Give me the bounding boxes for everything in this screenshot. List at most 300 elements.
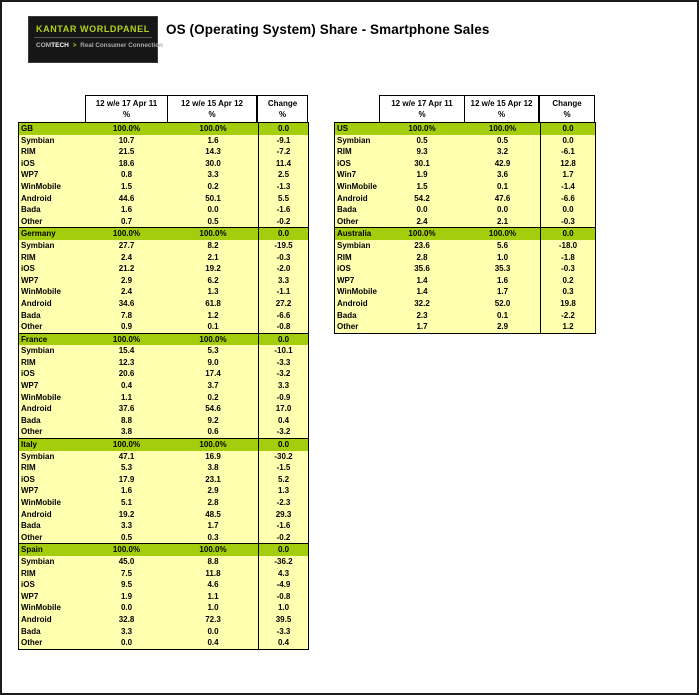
os-row-symbian <box>18 240 309 252</box>
col-header-change-unit: % <box>563 110 571 119</box>
os-row-android <box>18 298 309 310</box>
country-total-row <box>18 123 309 135</box>
col-header-period-1-label: 12 w/e 17 Apr 11 <box>95 99 158 108</box>
os-row-wp7 <box>18 591 309 603</box>
value-cell-period-1: 2.4 <box>379 216 465 228</box>
total-cell-period-2: 100.0% <box>168 123 258 135</box>
country-total-row <box>18 334 309 346</box>
os-row-wp7 <box>18 169 309 181</box>
value-cell-period-1: 0.4 <box>85 380 168 392</box>
os-name-cell: Android <box>18 298 85 310</box>
os-row-bada <box>18 204 309 216</box>
change-cell: -1.8 <box>540 252 596 264</box>
os-name-cell: WP7 <box>18 591 85 603</box>
value-cell-period-1: 1.5 <box>379 181 465 193</box>
total-cell-period-2: 100.0% <box>168 544 258 556</box>
value-cell-period-2: 42.9 <box>465 158 540 170</box>
os-row-ios <box>18 263 309 275</box>
value-cell-period-2: 1.2 <box>168 310 258 322</box>
col-header-period-1 <box>379 95 465 122</box>
value-cell-period-1: 1.6 <box>85 204 168 216</box>
value-cell-period-2: 6.2 <box>168 275 258 287</box>
value-cell-period-2: 1.0 <box>168 602 258 614</box>
os-name-cell: Android <box>18 403 85 415</box>
value-cell-period-1: 34.6 <box>85 298 168 310</box>
col-header-period-2 <box>167 95 257 122</box>
os-row-android <box>334 298 596 310</box>
country-name-cell: Italy <box>18 439 85 451</box>
os-name-cell: RIM <box>18 568 85 580</box>
table-header <box>334 95 596 122</box>
value-cell-period-1: 3.8 <box>85 426 168 438</box>
os-name-cell: WP7 <box>334 275 379 287</box>
value-cell-period-2: 9.2 <box>168 415 258 427</box>
total-cell-period-1: 100.0% <box>85 439 168 451</box>
change-cell: 27.2 <box>258 298 309 310</box>
country-section-spain <box>18 543 309 648</box>
value-cell-period-1: 32.8 <box>85 614 168 626</box>
value-cell-period-2: 2.8 <box>168 497 258 509</box>
value-cell-period-2: 1.6 <box>168 135 258 147</box>
value-cell-period-2: 0.5 <box>168 216 258 228</box>
total-change-cell: 0.0 <box>540 228 596 240</box>
os-row-rim <box>18 252 309 264</box>
value-cell-period-1: 27.7 <box>85 240 168 252</box>
value-cell-period-2: 14.3 <box>168 146 258 158</box>
os-row-ios <box>18 368 309 380</box>
os-name-cell: Symbian <box>334 240 379 252</box>
value-cell-period-1: 12.3 <box>85 357 168 369</box>
os-name-cell: Bada <box>18 415 85 427</box>
os-name-cell: Bada <box>18 520 85 532</box>
os-row-winmobile <box>18 497 309 509</box>
os-row-other <box>334 321 596 333</box>
os-name-cell: RIM <box>334 252 379 264</box>
change-cell: -2.3 <box>258 497 309 509</box>
change-cell: 29.3 <box>258 509 309 521</box>
total-cell-period-2: 100.0% <box>168 228 258 240</box>
os-name-cell: WinMobile <box>18 497 85 509</box>
value-cell-period-1: 1.7 <box>379 321 465 333</box>
value-cell-period-1: 32.2 <box>379 298 465 310</box>
value-cell-period-2: 3.7 <box>168 380 258 392</box>
col-header-change-label: Change <box>552 99 582 108</box>
os-row-bada <box>18 520 309 532</box>
os-row-winmobile <box>18 602 309 614</box>
os-row-other <box>334 216 596 228</box>
country-name-cell: GB <box>18 123 85 135</box>
change-cell: -1.6 <box>258 204 309 216</box>
col-header-change <box>257 95 308 122</box>
os-row-rim <box>334 252 596 264</box>
os-name-cell: Android <box>18 193 85 205</box>
os-name-cell: Symbian <box>334 135 379 147</box>
value-cell-period-2: 1.7 <box>168 520 258 532</box>
change-cell: 39.5 <box>258 614 309 626</box>
value-cell-period-2: 2.1 <box>168 252 258 264</box>
country-name-cell: Germany <box>18 228 85 240</box>
change-cell: -1.6 <box>258 520 309 532</box>
country-total-row <box>334 228 596 240</box>
value-cell-period-2: 16.9 <box>168 451 258 463</box>
value-cell-period-2: 9.0 <box>168 357 258 369</box>
col-header-change <box>539 95 595 122</box>
change-cell: -9.1 <box>258 135 309 147</box>
change-cell: -6.1 <box>540 146 596 158</box>
change-cell: -1.1 <box>258 286 309 298</box>
os-name-cell: WinMobile <box>18 602 85 614</box>
os-share-table-right <box>334 95 596 334</box>
os-name-cell: Android <box>18 614 85 626</box>
value-cell-period-2: 23.1 <box>168 474 258 486</box>
report-title: OS (Operating System) Share - Smartphone Sales <box>166 22 490 37</box>
os-row-android <box>18 614 309 626</box>
os-row-bada <box>18 310 309 322</box>
value-cell-period-2: 3.8 <box>168 462 258 474</box>
change-cell: 0.4 <box>258 415 309 427</box>
value-cell-period-2: 0.2 <box>168 392 258 404</box>
total-cell-period-1: 100.0% <box>379 228 465 240</box>
change-cell: -19.5 <box>258 240 309 252</box>
value-cell-period-2: 1.6 <box>465 275 540 287</box>
country-total-row <box>334 123 596 135</box>
os-row-wp7 <box>18 380 309 392</box>
os-row-winmobile <box>18 181 309 193</box>
change-cell: 3.3 <box>258 275 309 287</box>
value-cell-period-2: 0.1 <box>168 321 258 333</box>
os-row-other <box>18 216 309 228</box>
value-cell-period-1: 20.6 <box>85 368 168 380</box>
value-cell-period-2: 2.9 <box>465 321 540 333</box>
value-cell-period-2: 1.3 <box>168 286 258 298</box>
value-cell-period-1: 18.6 <box>85 158 168 170</box>
os-row-wp7 <box>18 275 309 287</box>
os-name-cell: WP7 <box>18 275 85 287</box>
change-cell: 11.4 <box>258 158 309 170</box>
change-cell: -0.2 <box>258 532 309 544</box>
change-cell: 0.0 <box>540 204 596 216</box>
os-row-symbian <box>18 135 309 147</box>
value-cell-period-2: 4.6 <box>168 579 258 591</box>
os-name-cell: RIM <box>18 252 85 264</box>
total-change-cell: 0.0 <box>258 544 309 556</box>
value-cell-period-2: 0.4 <box>168 637 258 649</box>
value-cell-period-2: 2.1 <box>465 216 540 228</box>
value-cell-period-1: 2.4 <box>85 252 168 264</box>
os-row-wp7 <box>18 485 309 497</box>
os-name-cell: WinMobile <box>334 181 379 193</box>
header-corner-cell <box>334 95 379 122</box>
os-name-cell: Android <box>18 509 85 521</box>
col-header-change-unit: % <box>278 110 287 119</box>
value-cell-period-1: 10.7 <box>85 135 168 147</box>
total-cell-period-1: 100.0% <box>85 228 168 240</box>
os-row-winmobile <box>334 286 596 298</box>
change-cell: 1.2 <box>540 321 596 333</box>
change-cell: -4.9 <box>258 579 309 591</box>
value-cell-period-2: 3.6 <box>465 169 540 181</box>
value-cell-period-2: 72.3 <box>168 614 258 626</box>
os-name-cell: Symbian <box>18 240 85 252</box>
total-change-cell: 0.0 <box>258 334 309 346</box>
value-cell-period-2: 0.2 <box>168 181 258 193</box>
value-cell-period-1: 1.1 <box>85 392 168 404</box>
os-name-cell: iOS <box>334 158 379 170</box>
value-cell-period-1: 7.5 <box>85 568 168 580</box>
value-cell-period-2: 0.0 <box>465 204 540 216</box>
value-cell-period-2: 1.1 <box>168 591 258 603</box>
os-row-winmobile <box>18 392 309 404</box>
total-change-cell: 0.0 <box>258 123 309 135</box>
os-row-other <box>18 426 309 438</box>
change-cell: -0.3 <box>540 216 596 228</box>
os-name-cell: Symbian <box>18 556 85 568</box>
value-cell-period-2: 0.3 <box>168 532 258 544</box>
os-name-cell: Win7 <box>334 169 379 181</box>
os-row-rim <box>18 146 309 158</box>
change-cell: 1.7 <box>540 169 596 181</box>
value-cell-period-1: 0.9 <box>85 321 168 333</box>
value-cell-period-1: 8.8 <box>85 415 168 427</box>
os-name-cell: Android <box>334 193 379 205</box>
os-row-other <box>18 532 309 544</box>
os-name-cell: Other <box>18 532 85 544</box>
value-cell-period-2: 19.2 <box>168 263 258 275</box>
value-cell-period-2: 0.1 <box>465 310 540 322</box>
col-header-period-2-label: 12 w/e 15 Apr 12 <box>181 99 243 108</box>
change-cell: -1.4 <box>540 181 596 193</box>
os-name-cell: iOS <box>18 474 85 486</box>
value-cell-period-2: 0.0 <box>168 204 258 216</box>
total-change-cell: 0.0 <box>540 123 596 135</box>
os-row-ios <box>334 263 596 275</box>
table-header <box>18 95 309 122</box>
country-total-row <box>18 439 309 451</box>
logo-comtech-line <box>29 38 163 49</box>
change-cell: -3.3 <box>258 357 309 369</box>
os-row-symbian <box>334 240 596 252</box>
os-name-cell: WP7 <box>18 380 85 392</box>
change-cell: 3.3 <box>258 380 309 392</box>
os-row-other <box>18 321 309 333</box>
logo-chevron-icon: > <box>72 42 77 49</box>
change-cell: -18.0 <box>540 240 596 252</box>
change-cell: -1.3 <box>258 181 309 193</box>
value-cell-period-1: 0.0 <box>379 204 465 216</box>
value-cell-period-2: 47.6 <box>465 193 540 205</box>
change-cell: 4.3 <box>258 568 309 580</box>
value-cell-period-1: 54.2 <box>379 193 465 205</box>
value-cell-period-1: 5.1 <box>85 497 168 509</box>
total-change-cell: 0.0 <box>258 228 309 240</box>
os-row-rim <box>18 357 309 369</box>
col-header-period-2-label: 12 w/e 15 Apr 12 <box>470 99 533 108</box>
os-row-wp7 <box>334 275 596 287</box>
change-cell: -6.6 <box>540 193 596 205</box>
change-cell: 2.5 <box>258 169 309 181</box>
logo-tech-text: TECH <box>51 42 69 49</box>
value-cell-period-2: 8.2 <box>168 240 258 252</box>
value-cell-period-1: 47.1 <box>85 451 168 463</box>
logo-brand-text: KANTAR WORLDPANEL <box>36 24 150 34</box>
os-row-rim <box>334 146 596 158</box>
value-cell-period-1: 1.4 <box>379 275 465 287</box>
os-name-cell: Android <box>334 298 379 310</box>
value-cell-period-1: 1.4 <box>379 286 465 298</box>
change-cell: -0.2 <box>258 216 309 228</box>
os-name-cell: WP7 <box>18 485 85 497</box>
country-name-cell: Australia <box>334 228 379 240</box>
os-row-ios <box>18 158 309 170</box>
change-cell: 0.4 <box>258 637 309 649</box>
change-cell: 1.0 <box>258 602 309 614</box>
change-cell: -6.6 <box>258 310 309 322</box>
value-cell-period-2: 54.6 <box>168 403 258 415</box>
os-row-other <box>18 637 309 649</box>
value-cell-period-1: 17.9 <box>85 474 168 486</box>
os-name-cell: WP7 <box>18 169 85 181</box>
value-cell-period-2: 1.7 <box>465 286 540 298</box>
change-cell: 0.2 <box>540 275 596 287</box>
value-cell-period-1: 3.3 <box>85 626 168 638</box>
change-cell: -0.9 <box>258 392 309 404</box>
value-cell-period-2: 30.0 <box>168 158 258 170</box>
value-cell-period-1: 0.0 <box>85 602 168 614</box>
os-row-symbian <box>18 345 309 357</box>
os-name-cell: Symbian <box>18 345 85 357</box>
value-cell-period-2: 11.8 <box>168 568 258 580</box>
os-name-cell: RIM <box>18 462 85 474</box>
os-name-cell: Symbian <box>18 451 85 463</box>
os-name-cell: iOS <box>18 263 85 275</box>
value-cell-period-1: 5.3 <box>85 462 168 474</box>
country-section-italy <box>18 438 309 543</box>
value-cell-period-1: 0.0 <box>85 637 168 649</box>
total-cell-period-1: 100.0% <box>85 334 168 346</box>
value-cell-period-1: 0.5 <box>85 532 168 544</box>
value-cell-period-1: 21.5 <box>85 146 168 158</box>
value-cell-period-2: 52.0 <box>465 298 540 310</box>
country-total-row <box>18 228 309 240</box>
change-cell: 0.3 <box>540 286 596 298</box>
os-share-table-left <box>18 95 309 650</box>
value-cell-period-1: 37.6 <box>85 403 168 415</box>
logo-tagline: Real Consumer Connection <box>80 42 163 49</box>
os-row-rim <box>18 462 309 474</box>
change-cell: -2.2 <box>540 310 596 322</box>
value-cell-period-1: 1.6 <box>85 485 168 497</box>
os-row-bada <box>334 204 596 216</box>
country-section-germany <box>18 227 309 332</box>
change-cell: 0.0 <box>540 135 596 147</box>
os-row-rim <box>18 568 309 580</box>
country-section-france <box>18 333 309 438</box>
value-cell-period-1: 30.1 <box>379 158 465 170</box>
country-section-australia <box>334 227 596 332</box>
change-cell: -7.2 <box>258 146 309 158</box>
value-cell-period-1: 1.5 <box>85 181 168 193</box>
total-change-cell: 0.0 <box>258 439 309 451</box>
os-row-ios <box>18 474 309 486</box>
value-cell-period-2: 0.1 <box>465 181 540 193</box>
change-cell: 1.3 <box>258 485 309 497</box>
total-cell-period-2: 100.0% <box>168 439 258 451</box>
country-name-cell: US <box>334 123 379 135</box>
col-header-change-label: Change <box>267 99 298 108</box>
value-cell-period-1: 0.7 <box>85 216 168 228</box>
os-row-android <box>18 403 309 415</box>
table-body <box>18 122 309 650</box>
country-total-row <box>18 544 309 556</box>
value-cell-period-2: 48.5 <box>168 509 258 521</box>
change-cell: -30.2 <box>258 451 309 463</box>
os-row-android <box>334 193 596 205</box>
total-cell-period-2: 100.0% <box>465 228 540 240</box>
value-cell-period-2: 8.8 <box>168 556 258 568</box>
change-cell: 12.8 <box>540 158 596 170</box>
os-name-cell: iOS <box>18 368 85 380</box>
value-cell-period-1: 1.9 <box>379 169 465 181</box>
os-name-cell: RIM <box>18 146 85 158</box>
country-name-cell: Spain <box>18 544 85 556</box>
change-cell: 17.0 <box>258 403 309 415</box>
change-cell: -3.2 <box>258 426 309 438</box>
change-cell: -3.3 <box>258 626 309 638</box>
change-cell: 5.2 <box>258 474 309 486</box>
value-cell-period-2: 5.6 <box>465 240 540 252</box>
change-cell: -1.5 <box>258 462 309 474</box>
value-cell-period-1: 7.8 <box>85 310 168 322</box>
change-cell: -36.2 <box>258 556 309 568</box>
change-cell: -10.1 <box>258 345 309 357</box>
os-row-symbian <box>18 556 309 568</box>
os-row-ios <box>334 158 596 170</box>
change-cell: -0.3 <box>258 252 309 264</box>
col-header-period-2-unit: % <box>208 110 216 119</box>
value-cell-period-1: 3.3 <box>85 520 168 532</box>
os-name-cell: Other <box>18 637 85 649</box>
value-cell-period-2: 0.6 <box>168 426 258 438</box>
total-cell-period-1: 100.0% <box>85 123 168 135</box>
os-name-cell: Other <box>18 426 85 438</box>
col-header-period-1-label: 12 w/e 17 Apr 11 <box>391 99 453 108</box>
change-cell: 19.8 <box>540 298 596 310</box>
total-cell-period-2: 100.0% <box>465 123 540 135</box>
value-cell-period-1: 21.2 <box>85 263 168 275</box>
os-name-cell: RIM <box>18 357 85 369</box>
value-cell-period-2: 3.3 <box>168 169 258 181</box>
value-cell-period-1: 0.8 <box>85 169 168 181</box>
os-name-cell: WinMobile <box>18 392 85 404</box>
change-cell: -2.0 <box>258 263 309 275</box>
value-cell-period-1: 19.2 <box>85 509 168 521</box>
col-header-period-2 <box>464 95 539 122</box>
value-cell-period-1: 2.8 <box>379 252 465 264</box>
os-name-cell: iOS <box>334 263 379 275</box>
change-cell: -0.3 <box>540 263 596 275</box>
value-cell-period-2: 61.8 <box>168 298 258 310</box>
country-section-gb <box>18 122 309 227</box>
col-header-period-1-unit: % <box>418 110 426 119</box>
change-cell: 5.5 <box>258 193 309 205</box>
os-row-symbian <box>334 135 596 147</box>
value-cell-period-1: 15.4 <box>85 345 168 357</box>
change-cell: -3.2 <box>258 368 309 380</box>
os-name-cell: Bada <box>18 204 85 216</box>
total-cell-period-1: 100.0% <box>85 544 168 556</box>
os-name-cell: Bada <box>18 310 85 322</box>
value-cell-period-2: 17.4 <box>168 368 258 380</box>
